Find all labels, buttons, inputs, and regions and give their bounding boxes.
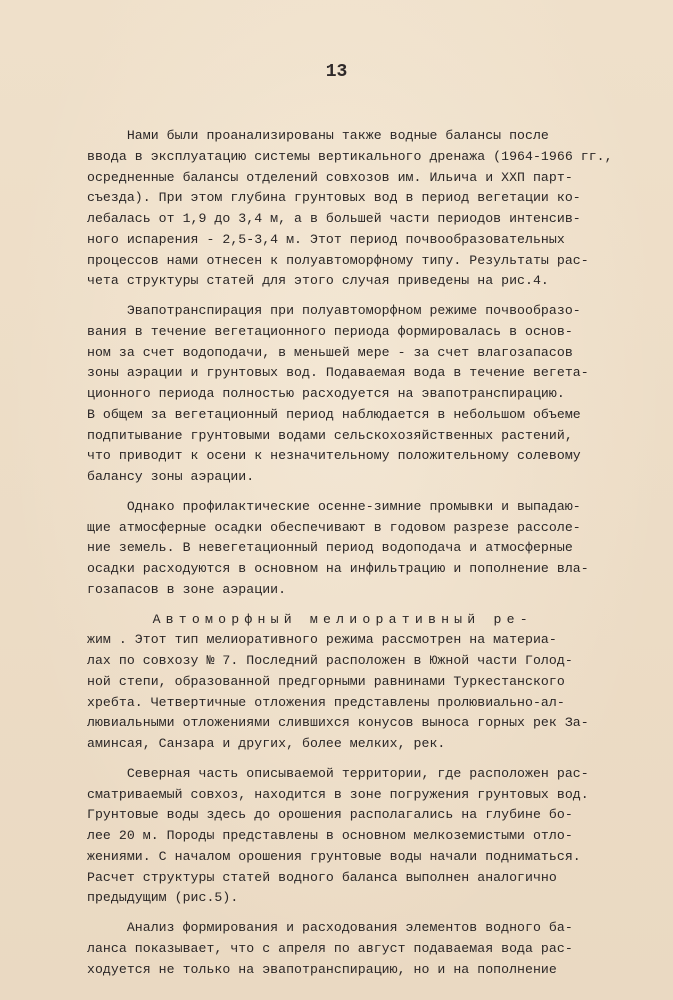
text-line: Расчет структуры статей водного баланса выполнен аналогично [87, 869, 557, 885]
body-text [87, 126, 647, 980]
text-line: ввода в эксплуатацию системы вертикального дренажа (1964-1966 гг., [87, 148, 613, 164]
text-line: Нами были проанализированы также водные балансы после [87, 128, 549, 143]
text-line: процессов нами отнесен к полуавтоморфному типу. Результаты рас- [87, 252, 589, 268]
text-line: ной степи, образованной предгорными равнинами Туркестанского [87, 673, 565, 689]
paragraph-automorphic-regime [87, 610, 647, 755]
text-line: лювиальными отложениями слившихся конусов выноса горных рек За- [87, 715, 589, 731]
page-number: 13 [325, 62, 348, 82]
text-line: Северная часть описываемой территории, где расположен рас- [87, 765, 589, 781]
text-line: жениями. С началом орошения грунтовые воды начали подниматься. [87, 848, 581, 864]
text-line: сматриваемый совхоз, находится в зоне погружения грунтовых вод. [87, 786, 589, 802]
text-line: осредненные балансы отделений совхозов им. Ильича и ХХП парт- [87, 169, 573, 185]
text-line: предыдущим (рис.5). [87, 890, 239, 906]
text-line: ние земель. В невегетационный период водоподача и атмосферные [87, 540, 573, 556]
paragraph-flushing [87, 497, 647, 601]
text-line: щие атмосферные осадки обеспечивают в годовом разрезе рассоле- [87, 519, 581, 535]
text-line: хребта. Четвертичные отложения представлены пролювиально-ал- [87, 694, 565, 710]
text-line: гозапасов в зоне аэрации. [87, 581, 287, 597]
text-line: В общем за вегетационный период наблюдается в небольшом объеме [87, 406, 581, 422]
text-line: ланса показывает, что с апреля по август подаваемая вода рас- [87, 940, 573, 956]
text-line: ходуется не только на эвапотранспирацию, но и на пополнение [87, 961, 557, 977]
paragraph-northern-part [87, 764, 647, 909]
text-line: балансу зоны аэрации. [87, 469, 255, 484]
text-line: Эвапотранспирация при полуавтоморфном режиме почвообразо- [87, 303, 581, 318]
text-line: зоны аэрации и грунтовых вод. Подаваемая вода в течение вегета- [87, 365, 589, 381]
text-line: лах по совхозу № 7. Последний расположен в Южной части Голод- [87, 653, 573, 668]
text-line: что приводит к осени к незначительному положительному солевому [87, 448, 581, 464]
text-line: лебалась от 1,9 до 3,4 м, а в большей части периодов интенсив- [87, 211, 581, 226]
text-line: осадки расходуются в основном на инфильтрацию и пополнение вла- [87, 561, 589, 576]
text-line: ном за счет водоподачи, в меньшей мере - за счет влагозапасов [87, 344, 573, 360]
text-line: жим . Этот тип мелиоративного режима рассмотрен на материа- [87, 632, 557, 648]
paragraph-balance-analysis [87, 918, 647, 980]
text-line: Анализ формирования и расходования элементов водного ба- [87, 920, 573, 935]
text-line: вания в течение вегетационного периода формировалась в основ- [87, 323, 573, 339]
text-line: чета структуры статей для этого случая приведены на рис.4. [87, 273, 549, 289]
text-line: Однако профилактические осенне-зимние промывки и выпадаю- [87, 498, 581, 514]
paragraph-evapotranspiration [87, 301, 647, 488]
text-line: съезда). При этом глубина грунтовых вод в период вегетации ко- [87, 190, 581, 206]
section-heading-line: Автоморфный мелиоративный ре- [87, 611, 533, 627]
text-line: Грунтовые воды здесь до орошения располагались на глубине бо- [87, 807, 573, 823]
text-line: лее 20 м. Породы представлены в основном мелкоземистыми отло- [87, 828, 573, 843]
text-line: подпитывание грунтовыми водами сельскохозяйственных растений, [87, 427, 573, 443]
text-line: ционного периода полностью расходуется на эвапотранспирацию. [87, 386, 565, 401]
text-line: аминсая, Санзара и других, более мелких, рек. [87, 736, 446, 751]
paragraph-water-balances [87, 126, 647, 292]
text-line: ного испарения - 2,5-3,4 м. Этот период почвообразовательных [87, 231, 565, 247]
